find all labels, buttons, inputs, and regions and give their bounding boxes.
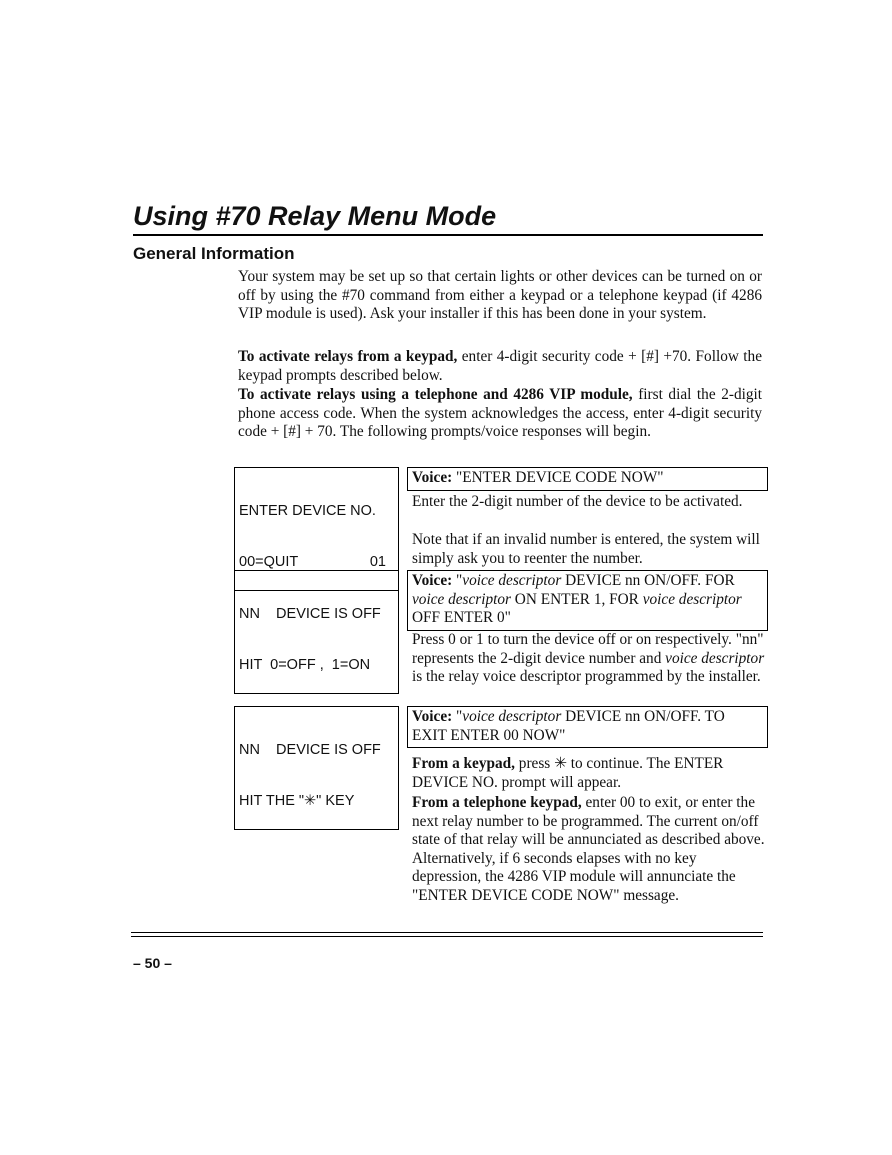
step2-note	[412, 631, 767, 687]
voice-text-1: DEVICE nn ON/OFF. TO EXIT ENTER 00 NOW"	[412, 708, 725, 744]
intro-paragraph: Your system may be set up so that certain lights or other devices can be turned on or off by using the #70 command from either a keypad or a telephone keypad (if 4286 VIP module is used). Ask your installer if this has been done in your system.	[238, 268, 762, 322]
phone-lead: To activate relays using a telephone and 4286 VIP module,	[238, 386, 633, 403]
keypad-paragraph	[238, 348, 762, 385]
keypad-lead: To activate relays from a keypad,	[238, 348, 458, 365]
display-line2-right: 01	[369, 554, 386, 570]
step3-keypad-note	[412, 755, 767, 792]
keypad-display-hit-star	[234, 706, 399, 830]
phone-text: first dial the 2-digit phone access code. When the system acknowledges the access, enter 4-digit security code + [#] + 70. The following prompts/voice responses will begin.	[238, 386, 762, 440]
voice-quote: "	[452, 572, 463, 589]
voice-label: Voice:	[412, 572, 453, 589]
step2-note-a: Press 0 or 1 to turn the device off or on respectively. "nn" represents the 2-digit device number and	[412, 631, 764, 667]
display-line1: NN DEVICE IS OFF	[239, 606, 381, 622]
step3-keypad-lead: From a keypad,	[412, 755, 515, 772]
voice-descriptor-term: voice descriptor	[642, 590, 742, 608]
keypad-display-device-off	[234, 570, 399, 694]
voice-descriptor-term: voice descriptor	[462, 572, 562, 589]
voice-box-enter-device	[407, 467, 768, 491]
footer-rule	[131, 932, 763, 933]
step1-note2: Note that if an invalid number is entered, the system will simply ask you to reenter the number.	[412, 531, 760, 567]
page-number: – 50 –	[133, 955, 172, 971]
voice-quote: "	[452, 708, 463, 725]
voice-box-exit	[407, 706, 768, 748]
voice-label: Voice:	[412, 708, 453, 725]
voice-label: Voice:	[412, 469, 453, 486]
step2-note-term: voice descriptor	[665, 649, 765, 667]
keypad-text: enter 4-digit security code + [#] +70. Follow the keypad prompts described below.	[238, 348, 762, 384]
step3-phone-note	[412, 794, 767, 905]
voice-text-2: ON ENTER 1, FOR	[510, 590, 643, 608]
step3-keypad-text: press ✳ to continue. The ENTER DEVICE NO. prompt will appear.	[412, 755, 724, 791]
step3-phone-lead: From a telephone keypad,	[412, 794, 582, 811]
voice-text-1: DEVICE nn ON/OFF. FOR	[561, 572, 735, 589]
voice-text: "ENTER DEVICE CODE NOW"	[452, 469, 664, 486]
footer-rule	[131, 936, 763, 937]
page-title: Using #70 Relay Menu Mode	[133, 198, 763, 236]
voice-box-device-state	[407, 570, 768, 631]
voice-descriptor-term: voice descriptor	[412, 590, 511, 608]
display-line2-left: 00=QUIT	[239, 554, 299, 570]
voice-text-3: OFF ENTER 0"	[412, 609, 511, 626]
display-line2	[239, 554, 395, 571]
display-line2: HIT THE "✳" KEY	[239, 793, 355, 809]
step1-note1: Enter the 2-digit number of the device to be activated.	[412, 493, 743, 510]
display-line2: HIT 0=OFF , 1=ON	[239, 657, 371, 673]
step3-phone-text: enter 00 to exit, or enter the next relay number to be programmed. The current on/off state of that relay will be annunciated as described above. Alternatively, if 6 seconds elapses with no key depression, the 4286 VIP module will annunciate the "ENTER DEVICE CODE NOW" message.	[412, 794, 765, 904]
section-heading: General Information	[133, 244, 295, 263]
display-line1: ENTER DEVICE NO.	[239, 503, 376, 519]
phone-paragraph	[238, 386, 762, 442]
voice-descriptor-term: voice descriptor	[462, 708, 562, 725]
step2-note-b: is the relay voice descriptor programmed by the installer.	[412, 668, 761, 685]
display-line1: NN DEVICE IS OFF	[239, 742, 381, 758]
